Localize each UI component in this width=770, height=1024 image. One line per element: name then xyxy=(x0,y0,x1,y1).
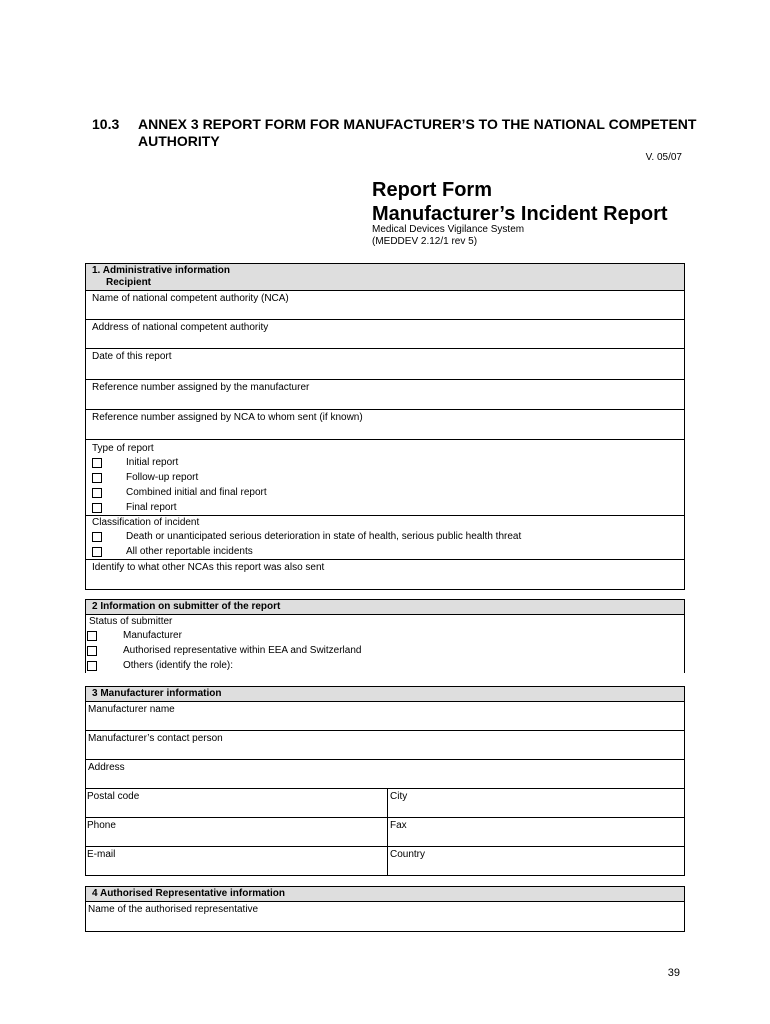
field-nca-name[interactable] xyxy=(86,291,684,320)
status-label: Status of submitter xyxy=(89,616,173,627)
row-phone-fax xyxy=(86,818,684,847)
report-title-line1: Report Form xyxy=(372,179,492,201)
status-group xyxy=(86,615,684,673)
option-label: Follow-up report xyxy=(126,471,199,483)
type-of-report-label: Type of report xyxy=(92,443,154,454)
field-label: Reference number assigned by the manufacturer xyxy=(92,382,310,393)
field-email[interactable] xyxy=(86,847,388,875)
option-death-serious[interactable] xyxy=(92,529,678,544)
field-city[interactable] xyxy=(388,789,684,817)
field-label: Address xyxy=(88,762,125,773)
field-label: Phone xyxy=(87,820,116,831)
field-authorised-rep-name[interactable] xyxy=(86,902,684,931)
checkbox[interactable] xyxy=(92,473,102,483)
option-final-report[interactable] xyxy=(92,500,678,515)
field-label: E-mail xyxy=(87,849,116,860)
option-label: Others (identify the role): xyxy=(123,660,234,671)
checkbox[interactable] xyxy=(92,547,102,557)
field-label: Name of national competent authority (NCA) xyxy=(92,293,289,304)
report-title-line2: Manufacturer’s Incident Report xyxy=(372,203,668,225)
field-label: Date of this report xyxy=(92,351,172,362)
checkbox[interactable] xyxy=(87,631,97,641)
section4-title: 4 Authorised Representative information xyxy=(92,888,285,899)
field-address[interactable] xyxy=(86,760,684,789)
field-label: Manufacturer’s contact person xyxy=(88,733,223,744)
field-phone[interactable] xyxy=(86,818,388,846)
classification-label: Classification of incident xyxy=(92,517,200,528)
checkbox[interactable] xyxy=(92,458,102,468)
report-subtitle xyxy=(372,224,524,248)
field-label: City xyxy=(390,791,408,802)
section3-title: 3 Manufacturer information xyxy=(92,688,222,699)
field-fax[interactable] xyxy=(388,818,684,846)
field-label: Country xyxy=(390,849,426,860)
report-subtitle-line1: Medical Devices Vigilance System xyxy=(372,224,525,235)
section-submitter xyxy=(85,599,685,673)
section-administrative xyxy=(85,263,685,590)
checkbox[interactable] xyxy=(92,503,102,513)
field-manufacturer-name[interactable] xyxy=(86,702,684,731)
section2-title: 2 Information on submitter of the report xyxy=(92,601,281,612)
field-nca-ref[interactable] xyxy=(86,410,684,440)
option-label: Initial report xyxy=(126,456,179,468)
option-manufacturer[interactable] xyxy=(87,628,684,643)
section3-header xyxy=(86,687,684,702)
option-follow-up-report[interactable] xyxy=(92,470,678,485)
section-authorised-rep xyxy=(85,886,685,932)
option-combined-report[interactable] xyxy=(92,485,678,500)
field-label: Name of the authorised representative xyxy=(88,904,259,915)
field-country[interactable] xyxy=(388,847,684,875)
option-initial-report[interactable] xyxy=(92,455,678,470)
option-label: Authorised representative within EEA and Switzerland xyxy=(123,645,362,656)
field-contact-person[interactable] xyxy=(86,731,684,760)
section-number: 10.3 xyxy=(92,116,120,132)
option-other-reportable[interactable] xyxy=(92,544,678,559)
section4-header xyxy=(86,887,684,902)
version-label: V. 05/07 xyxy=(645,152,682,163)
row-postal-city xyxy=(86,789,684,818)
checkbox[interactable] xyxy=(87,661,97,671)
section1-header xyxy=(86,264,684,291)
field-label: Address of national competent authority xyxy=(92,322,269,333)
option-label: Combined initial and final report xyxy=(126,486,267,498)
section1-title: 1. Administrative information xyxy=(92,265,230,276)
field-nca-address[interactable] xyxy=(86,320,684,349)
option-authorised-rep[interactable] xyxy=(87,643,684,658)
section-manufacturer xyxy=(85,686,685,876)
checkbox[interactable] xyxy=(87,646,97,656)
section-title: ANNEX 3 REPORT FORM FOR MANUFACTURER’S TO THE NATIONAL COMPETENT AUTHORITY xyxy=(138,116,697,149)
field-label: Reference number assigned by NCA to whom sent (if known) xyxy=(92,412,363,423)
page-number: 39 xyxy=(667,967,680,979)
field-manufacturer-ref[interactable] xyxy=(86,380,684,410)
row-email-country xyxy=(86,847,684,875)
checkbox[interactable] xyxy=(92,532,102,542)
option-label: Final report xyxy=(126,501,177,513)
report-title xyxy=(372,178,668,226)
field-label: Fax xyxy=(390,820,407,831)
field-report-date[interactable] xyxy=(86,349,684,380)
checkbox[interactable] xyxy=(92,488,102,498)
classification-group xyxy=(86,516,684,560)
field-other-ncas[interactable] xyxy=(86,560,684,589)
field-label: Identify to what other NCAs this report was also sent xyxy=(92,562,325,573)
option-others[interactable] xyxy=(87,658,684,673)
section1-subtitle: Recipient xyxy=(106,277,152,288)
report-subtitle-line2: (MEDDEV 2.12/1 rev 5) xyxy=(372,236,478,247)
field-label: Postal code xyxy=(87,791,140,802)
section2-header xyxy=(86,600,684,615)
option-label: All other reportable incidents xyxy=(126,545,253,557)
field-label: Manufacturer name xyxy=(88,704,175,715)
option-label: Death or unanticipated serious deterioration in state of health, serious public health threat xyxy=(126,530,522,542)
type-of-report-group xyxy=(86,440,684,516)
field-postal-code[interactable] xyxy=(86,789,388,817)
option-label: Manufacturer xyxy=(123,630,182,641)
